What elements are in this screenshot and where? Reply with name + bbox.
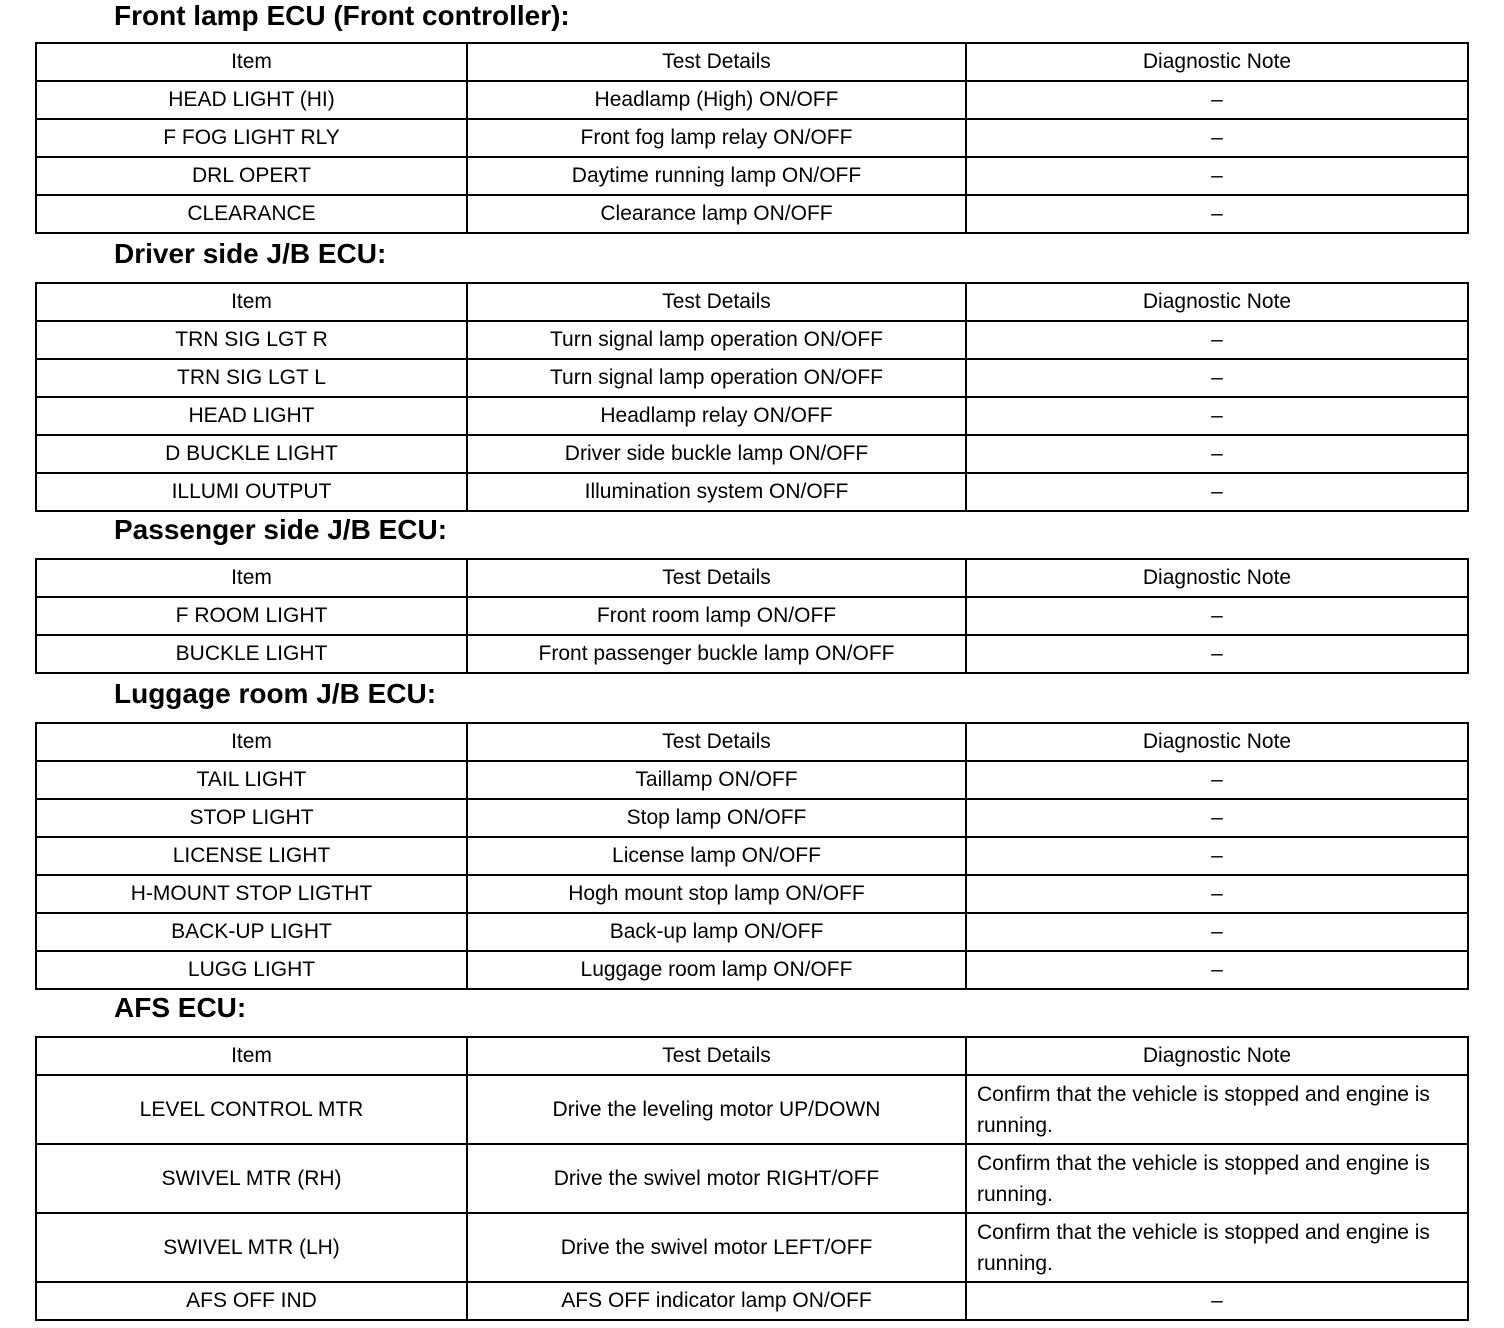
header-diagnostic-note: Diagnostic Note xyxy=(966,559,1468,597)
cell-item: LICENSE LIGHT xyxy=(36,837,467,875)
afs-ecu-table xyxy=(35,1036,1469,1321)
table-row xyxy=(36,1213,1468,1282)
cell-test: AFS OFF indicator lamp ON/OFF xyxy=(467,1282,966,1320)
cell-test: Headlamp relay ON/OFF xyxy=(467,397,966,435)
cell-test: Turn signal lamp operation ON/OFF xyxy=(467,321,966,359)
header-test-details: Test Details xyxy=(467,283,966,321)
cell-note: – xyxy=(966,913,1468,951)
cell-item: F ROOM LIGHT xyxy=(36,597,467,635)
cell-test: Front fog lamp relay ON/OFF xyxy=(467,119,966,157)
table-row xyxy=(36,1144,1468,1213)
cell-item: SWIVEL MTR (RH) xyxy=(36,1144,467,1213)
table-row xyxy=(36,321,1468,359)
cell-note: – xyxy=(966,119,1468,157)
cell-test: Driver side buckle lamp ON/OFF xyxy=(467,435,966,473)
table-header-row xyxy=(36,723,1468,761)
section-title-front-lamp-ecu: Front lamp ECU (Front controller): xyxy=(114,0,570,31)
cell-item: BACK-UP LIGHT xyxy=(36,913,467,951)
cell-note: – xyxy=(966,799,1468,837)
cell-test: Daytime running lamp ON/OFF xyxy=(467,157,966,195)
cell-note: – xyxy=(966,435,1468,473)
cell-note: – xyxy=(966,761,1468,799)
header-item: Item xyxy=(36,283,467,321)
cell-test: Turn signal lamp operation ON/OFF xyxy=(467,359,966,397)
section-title-driver-side-jb-ecu: Driver side J/B ECU: xyxy=(114,238,387,269)
table-row xyxy=(36,435,1468,473)
section-title-afs-ecu: AFS ECU: xyxy=(114,992,247,1023)
cell-item: CLEARANCE xyxy=(36,195,467,233)
cell-note: – xyxy=(966,875,1468,913)
cell-item: AFS OFF IND xyxy=(36,1282,467,1320)
table-row xyxy=(36,195,1468,233)
table-row xyxy=(36,761,1468,799)
table-row xyxy=(36,473,1468,511)
cell-note: – xyxy=(966,157,1468,195)
section-title-passenger-side-jb-ecu: Passenger side J/B ECU: xyxy=(114,514,448,545)
table-row xyxy=(36,1282,1468,1320)
luggage-room-jb-ecu-table xyxy=(35,722,1469,990)
cell-note: – xyxy=(966,597,1468,635)
table-header-row xyxy=(36,1037,1468,1075)
cell-note: Confirm that the vehicle is stopped and engine is running. xyxy=(966,1075,1468,1144)
cell-note: – xyxy=(966,359,1468,397)
cell-item: D BUCKLE LIGHT xyxy=(36,435,467,473)
table-header-row xyxy=(36,43,1468,81)
cell-test: Front passenger buckle lamp ON/OFF xyxy=(467,635,966,673)
table-row xyxy=(36,635,1468,673)
front-lamp-ecu-table xyxy=(35,42,1469,234)
table-row xyxy=(36,597,1468,635)
cell-item: LUGG LIGHT xyxy=(36,951,467,989)
table-row xyxy=(36,119,1468,157)
cell-item: LEVEL CONTROL MTR xyxy=(36,1075,467,1144)
cell-test: Front room lamp ON/OFF xyxy=(467,597,966,635)
cell-test: Taillamp ON/OFF xyxy=(467,761,966,799)
cell-test: License lamp ON/OFF xyxy=(467,837,966,875)
header-item: Item xyxy=(36,559,467,597)
header-test-details: Test Details xyxy=(467,43,966,81)
cell-test: Drive the swivel motor LEFT/OFF xyxy=(467,1213,966,1282)
table-row xyxy=(36,397,1468,435)
cell-note: – xyxy=(966,81,1468,119)
cell-note: – xyxy=(966,473,1468,511)
table-row xyxy=(36,799,1468,837)
header-diagnostic-note: Diagnostic Note xyxy=(966,43,1468,81)
table-row xyxy=(36,1075,1468,1144)
header-test-details: Test Details xyxy=(467,559,966,597)
driver-side-jb-ecu-table xyxy=(35,282,1469,512)
cell-note: – xyxy=(966,1282,1468,1320)
table-row xyxy=(36,81,1468,119)
cell-item: BUCKLE LIGHT xyxy=(36,635,467,673)
cell-note: Confirm that the vehicle is stopped and engine is running. xyxy=(966,1144,1468,1213)
cell-note: – xyxy=(966,635,1468,673)
table-row xyxy=(36,875,1468,913)
cell-item: STOP LIGHT xyxy=(36,799,467,837)
cell-test: Hogh mount stop lamp ON/OFF xyxy=(467,875,966,913)
cell-test: Back-up lamp ON/OFF xyxy=(467,913,966,951)
cell-note: – xyxy=(966,951,1468,989)
header-diagnostic-note: Diagnostic Note xyxy=(966,723,1468,761)
table-row xyxy=(36,951,1468,989)
cell-item: ILLUMI OUTPUT xyxy=(36,473,467,511)
cell-test: Luggage room lamp ON/OFF xyxy=(467,951,966,989)
header-item: Item xyxy=(36,1037,467,1075)
cell-item: TRN SIG LGT L xyxy=(36,359,467,397)
cell-note: – xyxy=(966,837,1468,875)
header-diagnostic-note: Diagnostic Note xyxy=(966,283,1468,321)
cell-note: Confirm that the vehicle is stopped and engine is running. xyxy=(966,1213,1468,1282)
cell-item: TRN SIG LGT R xyxy=(36,321,467,359)
table-header-row xyxy=(36,283,1468,321)
header-diagnostic-note: Diagnostic Note xyxy=(966,1037,1468,1075)
header-test-details: Test Details xyxy=(467,723,966,761)
cell-test: Stop lamp ON/OFF xyxy=(467,799,966,837)
table-header-row xyxy=(36,559,1468,597)
cell-test: Drive the swivel motor RIGHT/OFF xyxy=(467,1144,966,1213)
table-row xyxy=(36,157,1468,195)
section-title-luggage-room-jb-ecu: Luggage room J/B ECU: xyxy=(114,678,437,709)
cell-note: – xyxy=(966,321,1468,359)
cell-item: HEAD LIGHT xyxy=(36,397,467,435)
header-test-details: Test Details xyxy=(467,1037,966,1075)
table-row xyxy=(36,913,1468,951)
cell-test: Illumination system ON/OFF xyxy=(467,473,966,511)
cell-item: HEAD LIGHT (HI) xyxy=(36,81,467,119)
cell-item: DRL OPERT xyxy=(36,157,467,195)
header-item: Item xyxy=(36,723,467,761)
table-row xyxy=(36,837,1468,875)
cell-item: H-MOUNT STOP LIGTHT xyxy=(36,875,467,913)
cell-test: Clearance lamp ON/OFF xyxy=(467,195,966,233)
cell-item: TAIL LIGHT xyxy=(36,761,467,799)
cell-test: Headlamp (High) ON/OFF xyxy=(467,81,966,119)
header-item: Item xyxy=(36,43,467,81)
cell-note: – xyxy=(966,397,1468,435)
table-row xyxy=(36,359,1468,397)
cell-item: SWIVEL MTR (LH) xyxy=(36,1213,467,1282)
cell-note: – xyxy=(966,195,1468,233)
cell-test: Drive the leveling motor UP/DOWN xyxy=(467,1075,966,1144)
passenger-side-jb-ecu-table xyxy=(35,558,1469,674)
cell-item: F FOG LIGHT RLY xyxy=(36,119,467,157)
